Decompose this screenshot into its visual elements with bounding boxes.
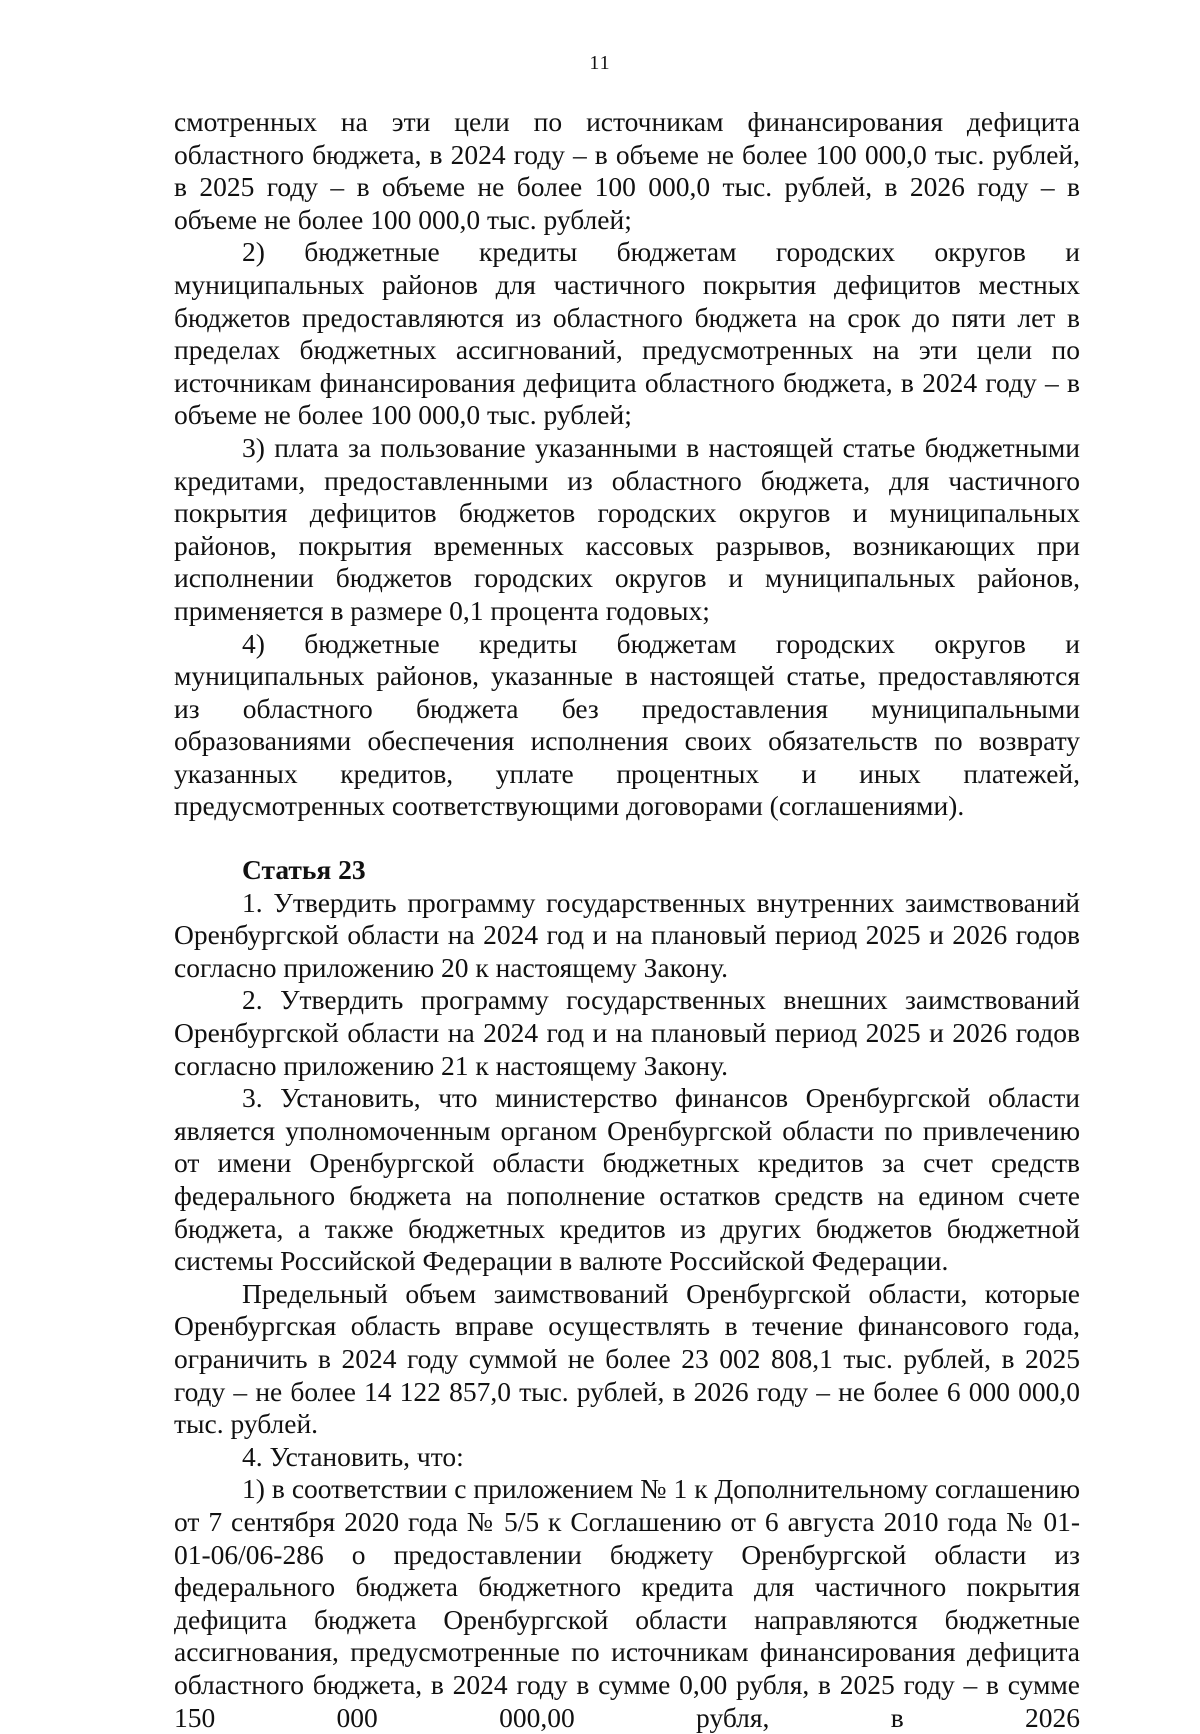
paragraph-item-4: 4) бюджетные кредиты бюджетам городских округов и муниципальных районов, указанные в настоящей статье, предоставляются из областного бюджета без предоставления муниципальными образованиями обеспечения исполнения своих обязательств по возврату указанных кредитов, уплате процентных и иных платежей, предусмотренных соответствующими договорами (соглашениями). — [174, 627, 1080, 822]
paragraph-continuation: смотренных на эти цели по источникам финансирования дефицита областного бюджета, в 2024 году – в объеме не более 100 000,0 тыс. рублей, в 2025 году – в объеме не более 100 000,0 тыс. рублей, в 2026 году – в объеме не более 100 000,0 тыс. рублей; — [174, 106, 1080, 235]
paragraph-item-3: 3) плата за пользование указанными в настоящей статье бюджетными кредитами, предоставленными из областного бюджета, для частичного покрытия дефицитов бюджетов городских округов и муниципальных районов, покрытия временных кассовых разрывов, возникающих при исполнении бюджетов городских округов и муниципальных районов, применяется в размере 0,1 процента годовых; — [174, 431, 1080, 626]
article-heading: Статья 23 — [242, 854, 366, 886]
document-body — [174, 106, 1080, 1734]
page-number: 11 — [589, 52, 611, 74]
article-paragraph-2: 2. Утвердить программу государственных внешних заимствований Оренбургской области на 2024 год и на плановый период 2025 и 2026 годов согласно приложению 21 к настоящему Закону. — [174, 984, 1080, 1081]
paragraph-item-2: 2) бюджетные кредиты бюджетам городских округов и муниципальных районов для частичного покрытия дефицитов местных бюджетов предоставляются из областного бюджета на срок до пяти лет в пределах бюджетных ассигнований, предусмотренных на эти цели по источникам финансирования дефицита областного бюджета, в 2024 году – в объеме не более 100 000,0 тыс. рублей; — [174, 236, 1080, 431]
article-paragraph-3: 3. Установить, что министерство финансов Оренбургской области является уполномоченным органом Оренбургской области по привлечению от имени Оренбургской области бюджетных кредитов за счет средств федерального бюджета на пополнение остатков средств на едином счете бюджета, а также бюджетных кредитов из других бюджетов бюджетной системы Российской Федерации в валюте Российской Федерации. — [174, 1082, 1080, 1277]
article-paragraph-1: 1. Утвердить программу государственных внутренних заимствований Оренбургской области на 2024 год и на плановый период 2025 и 2026 годов согласно приложению 20 к настоящему Закону. — [174, 886, 1080, 983]
article-paragraph-borrowing-limit: Предельный объем заимствований Оренбургской области, которые Оренбургская область вправе осуществлять в течение финансового года, ограничить в 2024 году суммой не более 23 002 808,1 тыс. рублей, в 2025 году – не более 14 122 857,0 тыс. рублей, в 2026 году – не более 6 000 000,0 тыс. рублей. — [174, 1277, 1080, 1440]
article-paragraph-4-item-1: 1) в соответствии с приложением № 1 к Дополнительному соглашению от 7 сентября 2020 года № 5/5 к Соглашению от 6 августа 2010 года № 01-01-06/06-286 о предоставлении бюджету Оренбургской области из федерального бюджета бюджетного кредита для частичного покрытия дефицита бюджета Оренбургской области направляются бюджетные ассигнования, предусмотренные по источникам финансирования дефицита областного бюджета, в 2024 году в сумме 0,00 рубля, в 2025 году – в сумме 150 000 000,00 рубля, в 2026 — [174, 1473, 1080, 1733]
article-paragraph-4: 4. Установить, что: — [242, 1440, 464, 1472]
